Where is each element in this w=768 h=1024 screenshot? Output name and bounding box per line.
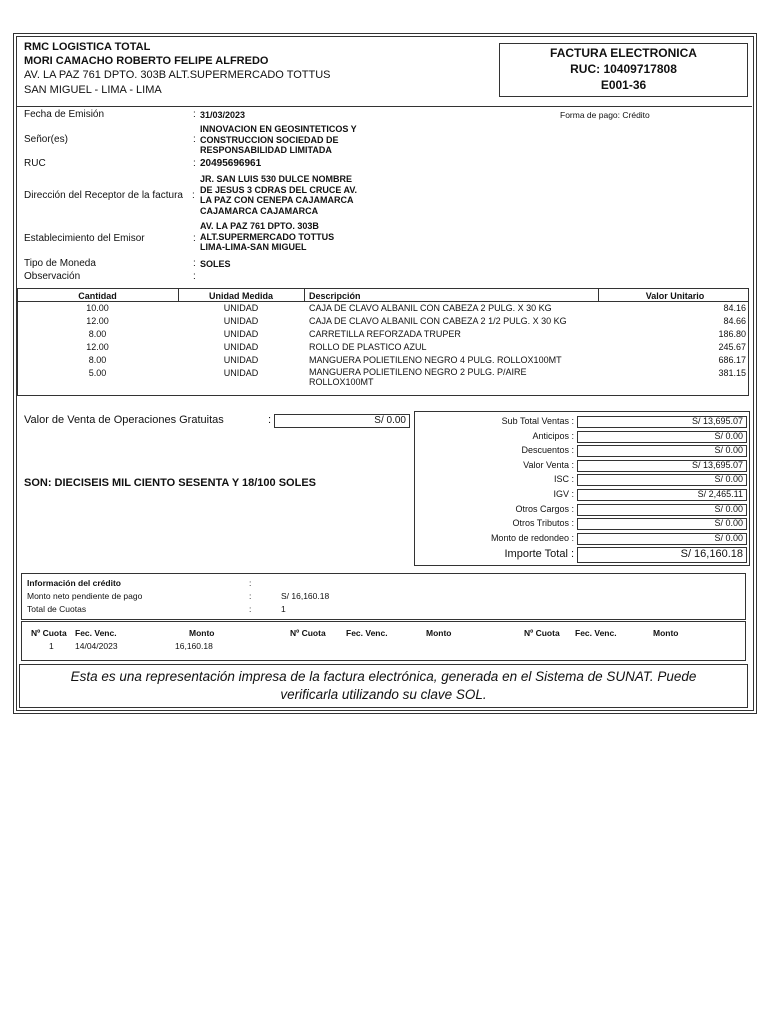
- credit-info-title: Información del crédito: [27, 578, 121, 588]
- footer-note-line2: verificarla utilizando su clave SOL.: [280, 687, 487, 702]
- senor-value: INNOVACION EN GEOSINTETICOS Y CONSTRUCCION SOCIEDAD DE RESPONSABILIDAD LIMITADA: [200, 124, 357, 155]
- document-number: E001-36: [600, 78, 647, 92]
- observacion-label: Observación: [24, 271, 81, 282]
- total-label: IGV :: [553, 489, 574, 499]
- moneda-value: SOLES: [200, 259, 231, 269]
- colon: :: [193, 233, 196, 244]
- cuota-header: Fec. Venc.: [575, 628, 617, 638]
- total-value: S/ 0.00: [577, 431, 747, 443]
- fecha-value: 31/03/2023: [200, 110, 246, 120]
- cell-descripcion: ROLLO DE PLASTICO AZUL: [309, 342, 427, 352]
- document-id-box: [499, 43, 748, 97]
- colon: :: [249, 604, 252, 614]
- colon: :: [193, 158, 196, 169]
- table-row: [17, 315, 747, 328]
- gratuitas-value: S/ 0.00: [274, 414, 410, 428]
- ruc-value: 20495696961: [200, 158, 262, 169]
- total-label: Otros Tributos :: [512, 518, 574, 528]
- cuota-header: Fec. Venc.: [75, 628, 117, 638]
- cell-descripcion: MANGUERA POLIETILENO NEGRO 2 PULG. P/AIRE ROLLOX100MT: [309, 367, 527, 387]
- cell-unidad: UNIDAD: [223, 368, 259, 378]
- forma-pago: Forma de pago: Crédito: [560, 110, 650, 120]
- total-cuotas-label: Total de Cuotas: [27, 604, 87, 614]
- cuota-header: Nº Cuota: [290, 628, 326, 638]
- colon: :: [268, 414, 272, 426]
- col-header-valor: Valor Unitario: [645, 291, 705, 301]
- cell-valor: 686.17: [718, 355, 746, 365]
- cell-valor: 186.80: [718, 329, 746, 339]
- colon: :: [249, 578, 252, 588]
- cuota-header: Monto: [426, 628, 452, 638]
- cuota-monto: 16,160.18: [175, 641, 213, 651]
- cell-valor: 381.15: [718, 368, 746, 378]
- table-row: [17, 328, 747, 341]
- cuota-header: Nº Cuota: [31, 628, 67, 638]
- direccion-value: JR. SAN LUIS 530 DULCE NOMBRE DE JESUS 3 CDRAS DEL CRUCE AV. LA PAZ CON CENEPA CAJAMARCA CAJAMARCA CAJAMARCA: [200, 174, 358, 216]
- footer-note-box: [19, 664, 748, 708]
- issuer-company: RMC LOGISTICA TOTAL: [24, 41, 151, 53]
- total-value: S/ 13,695.07: [577, 416, 747, 428]
- footer-note-line1: Esta es una representación impresa de la factura electrónica, generada en el Sistema de SUNAT. Puede: [70, 669, 697, 684]
- col-divider: [598, 289, 599, 301]
- total-label: ISC :: [553, 474, 574, 484]
- total-value: S/ 0.00: [577, 445, 747, 457]
- total-value: S/ 0.00: [577, 533, 747, 545]
- cuota-fecha: 14/04/2023: [75, 641, 118, 651]
- importe-total-label: Importe Total :: [504, 548, 574, 560]
- colon: :: [193, 258, 196, 269]
- total-value: S/ 0.00: [577, 474, 747, 486]
- total-label: Anticipos :: [532, 431, 574, 441]
- table-row: [17, 341, 747, 354]
- total-value: S/ 0.00: [577, 518, 747, 530]
- col-header-descripcion: Descripción: [309, 291, 361, 301]
- colon: :: [193, 109, 196, 120]
- ruc-label: RUC: [24, 158, 46, 169]
- importe-total-value: S/ 16,160.18: [577, 547, 747, 563]
- amount-in-words: SON: DIECISEIS MIL CIENTO SESENTA Y 18/100 SOLES: [24, 477, 316, 489]
- cell-valor: 84.16: [723, 303, 746, 313]
- cell-descripcion: CARRETILLA REFORZADA TRUPER: [309, 329, 461, 339]
- cell-cantidad: 12.00: [86, 316, 109, 326]
- cell-cantidad: 8.00: [88, 329, 107, 339]
- issuer-address: AV. LA PAZ 761 DPTO. 303B ALT.SUPERMERCADO TOTTUS: [24, 69, 331, 81]
- establecimiento-label: Establecimiento del Emisor: [24, 233, 145, 244]
- cell-cantidad: 10.00: [86, 303, 109, 313]
- cell-valor: 84.66: [723, 316, 746, 326]
- colon: :: [193, 134, 196, 145]
- total-label: Descuentos :: [521, 445, 574, 455]
- cell-unidad: UNIDAD: [223, 355, 259, 365]
- col-header-cantidad: Cantidad: [78, 291, 117, 301]
- total-label: Monto de redondeo :: [490, 533, 574, 543]
- total-label: Sub Total Ventas :: [501, 416, 574, 426]
- cell-descripcion: CAJA DE CLAVO ALBANIL CON CABEZA 2 1/2 PULG. X 30 KG: [309, 316, 567, 326]
- cuota-header: Monto: [189, 628, 215, 638]
- total-value: S/ 0.00: [577, 504, 747, 516]
- moneda-label: Tipo de Moneda: [24, 258, 96, 269]
- credit-info-box: [21, 573, 746, 620]
- table-row: [17, 302, 747, 315]
- colon: :: [193, 271, 196, 282]
- total-label: Otros Cargos :: [515, 504, 574, 514]
- items-table-body: [17, 302, 747, 393]
- cuota-header: Fec. Venc.: [346, 628, 388, 638]
- document-ruc: RUC: 10409717808: [570, 62, 677, 76]
- separator: [17, 106, 752, 107]
- cell-valor: 245.67: [718, 342, 746, 352]
- cell-descripcion: MANGUERA POLIETILENO NEGRO 4 PULG. ROLLOX100MT: [309, 355, 562, 365]
- fecha-label: Fecha de Emisión: [24, 109, 105, 120]
- cuotas-table: [21, 621, 746, 661]
- monto-neto-value: S/ 16,160.18: [281, 591, 330, 601]
- col-divider: [178, 289, 179, 301]
- total-value: S/ 2,465.11: [577, 489, 747, 501]
- col-divider: [304, 289, 305, 301]
- cuota-num: 1: [49, 641, 54, 651]
- issuer-name: MORI CAMACHO ROBERTO FELIPE ALFREDO: [24, 55, 269, 67]
- cell-cantidad: 8.00: [88, 355, 107, 365]
- cuota-header: Monto: [653, 628, 679, 638]
- senor-label: Señor(es): [24, 134, 68, 145]
- colon: :: [249, 591, 252, 601]
- direccion-label: Dirección del Receptor de la factura: [24, 190, 183, 201]
- cell-unidad: UNIDAD: [223, 342, 259, 352]
- cuota-header: Nº Cuota: [524, 628, 560, 638]
- cell-cantidad: 12.00: [86, 342, 109, 352]
- table-row: [17, 367, 747, 393]
- total-label: Valor Venta :: [523, 460, 574, 470]
- cell-unidad: UNIDAD: [223, 329, 259, 339]
- gratuitas-label: Valor de Venta de Operaciones Gratuitas: [24, 414, 224, 426]
- table-row: [17, 354, 747, 367]
- total-value: S/ 13,695.07: [577, 460, 747, 472]
- total-cuotas-value: 1: [281, 604, 286, 614]
- cell-unidad: UNIDAD: [223, 316, 259, 326]
- document-type: FACTURA ELECTRONICA: [550, 46, 697, 60]
- cell-descripcion: CAJA DE CLAVO ALBANIL CON CABEZA 2 PULG. X 30 KG: [309, 303, 552, 313]
- establecimiento-value: AV. LA PAZ 761 DPTO. 303B ALT.SUPERMERCADO TOTTUS LIMA-LIMA-SAN MIGUEL: [200, 221, 335, 252]
- cell-cantidad: 5.00: [88, 368, 107, 378]
- monto-neto-label: Monto neto pendiente de pago: [27, 591, 143, 601]
- cell-unidad: UNIDAD: [223, 303, 259, 313]
- colon: :: [192, 190, 195, 201]
- issuer-district: SAN MIGUEL - LIMA - LIMA: [24, 84, 162, 96]
- col-header-unidad: Unidad Medida: [208, 291, 273, 301]
